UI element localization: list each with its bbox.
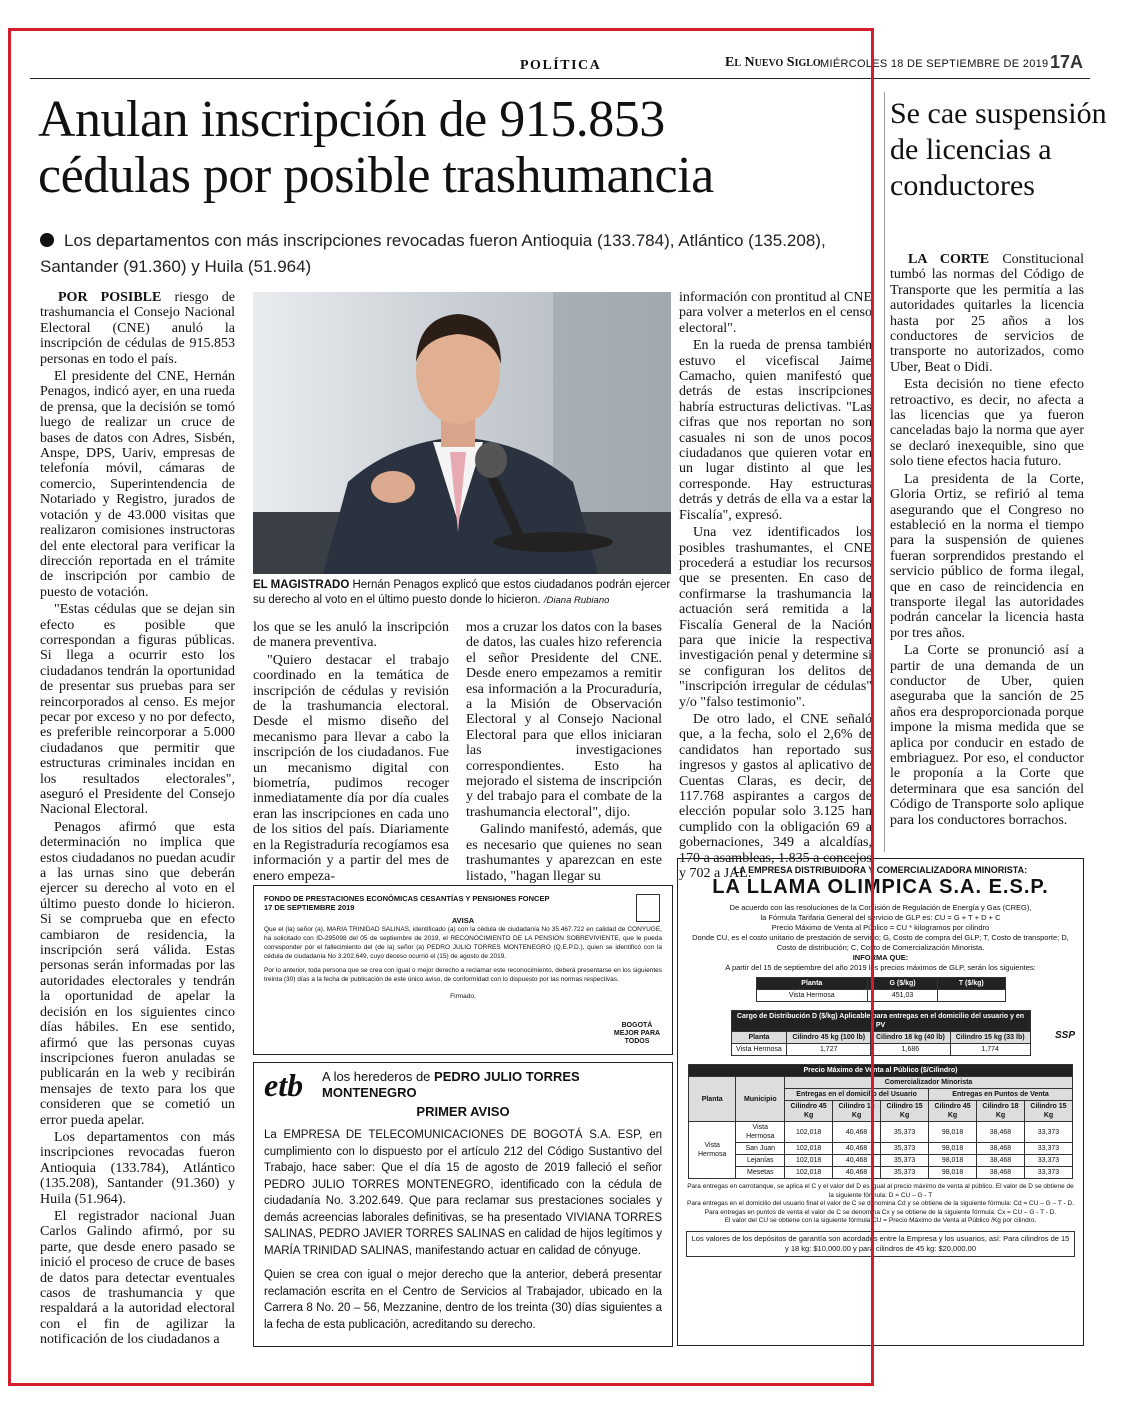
paragraph: Penagos afirmó que esta determinación no implica que estos ciudadanos no puedan acudir a las urnas sino que deberán ejercer su derecho al voto en el último puesto donde lo hicieron. Si se comprueba que en efecto cambiaron de residencia, la inscripción será válida. Estas personas serán informadas por las autoridades electorales y tendrán la oportunidad de apelar la decisión en los siguientes cinco días hábiles. En ese sentido, afirmó que las personas cuyas inscripciones fueron anuladas se publicarán en la web y recibirán mensajes de texto para los que consideren que se cometió un error pueda apelar. — [40, 819, 235, 1128]
paragraph: La Corte se pronunció así a partir de una demanda de un conductor de Uber, quien aseguraba que la sanción de 25 años era desproporcionada porque impone la misma medida que se aplica por conducir en estado de embriaguez. Por eso, el conductor le proponía a la Corte que determinara que esa sanción del Código de Transporte solo aplique para los conductores borrachos. — [890, 643, 1084, 828]
caption-lead: EL MAGISTRADO — [253, 579, 350, 591]
paragraph: En la rueda de prensa también estuvo el vicefiscal Jaime Camacho, quien manifestó que detrás de estas inscripciones habría estructuras delictivas. "Las cifras que nos reportan no son casuales ni son de unos pocos ciudadanos que quieren votar en un lugar distinto al que les corresponde. Hay estructuras detrás y detrás de ella va a estar la Fiscalía", expresó. — [679, 338, 872, 523]
table-header: Comercializador Minorista — [785, 1077, 1073, 1089]
headline-line-1: Anulan inscripción de 915.853 — [38, 91, 665, 148]
article-deck — [40, 228, 850, 280]
masthead: El Nuevo Siglo — [725, 55, 821, 70]
bogota-shield-icon — [636, 894, 660, 922]
llama-note: Para entregas en carrotanque, se aplica el C y el valor del D es igual al precio máximo de venta al público. El valor de D se obtiene de la siguiente fórmula: D = CU – G - T — [687, 1183, 1074, 1199]
table-cell: 38,468 — [977, 1143, 1025, 1155]
table-cell: 35,373 — [881, 1167, 929, 1179]
table-header: Planta — [731, 1032, 787, 1044]
table-cell: 33,373 — [1024, 1167, 1072, 1179]
table-cell: 35,373 — [881, 1155, 929, 1167]
foncep-notice — [253, 885, 673, 1055]
notice-sign: Firmado, — [450, 993, 476, 1000]
table-header: Cilindro 45 Kg — [929, 1101, 977, 1122]
table-cell: 98,018 — [929, 1167, 977, 1179]
table-cell: 33,373 — [1024, 1122, 1072, 1143]
paragraph-text: riesgo de trashumancia el Consejo Nacional Electoral (CNE) anuló la inscripción de cédulas de 915.853 personas en todo el país. — [40, 290, 236, 367]
table-cell: 35,373 — [881, 1122, 929, 1143]
notice-title: AVISA — [451, 916, 475, 925]
table-cell: Vista Hermosa — [756, 990, 868, 1002]
table-cell: 102,018 — [785, 1143, 833, 1155]
article-column-2 — [253, 620, 449, 886]
table-header: Cilindro 18 kg (40 lb) — [871, 1032, 951, 1044]
table-title: Cargo de Distribución D ($/kg) Aplicable para entregas en el domicilio del usuario y en PV — [731, 1011, 1030, 1032]
etb-to: A los herederos de — [322, 1069, 431, 1084]
paragraph: El registrador nacional Juan Carlos Galindo afirmó, por su parte, que desde enero pasado se inició el proceso de cruce de bases de datos para detectar eventuales casos de trashumancia y que respaldará a la autoridad electoral con el fin de agilizar la notificación de los ciudadanos a — [40, 1208, 235, 1348]
bullet-icon — [40, 233, 54, 247]
table-cell: 40,468 — [833, 1155, 881, 1167]
table-cell: Mesetas — [736, 1167, 785, 1179]
table-cell: 98,018 — [929, 1143, 977, 1155]
llama-olimpica-notice — [677, 858, 1084, 1346]
llama-company: LA LLAMA OLIMPICA S.A. E.S.P. — [712, 876, 1049, 898]
llama-line: Donde CU, es el costo unitario de prestación de servicio; G, Costo de compra del GLP; T, Costo de transporte; D, Costo de distribución; C, Costo de Comercialización Minorista. — [692, 933, 1069, 952]
article-column-4 — [679, 290, 872, 883]
table-cell: 38,468 — [977, 1122, 1025, 1143]
table-header: Planta — [689, 1077, 736, 1122]
table-cell: 40,468 — [833, 1143, 881, 1155]
bogota-logo: BOGOTÁ MEJOR PARA TODOS — [613, 1022, 661, 1045]
table-header: Cilindro 45 Kg — [785, 1101, 833, 1122]
article-column-3 — [466, 620, 662, 886]
lead-in: LA CORTE — [908, 252, 990, 267]
table-cell: 33,373 — [1024, 1143, 1072, 1155]
paragraph — [40, 290, 235, 367]
llama-line: la Fórmula Tarifaria General del servicio de GLP es: CU = G + T + D + C — [760, 913, 1001, 922]
sidebar-headline: Se cae suspensión de licencias a conductores — [890, 97, 1107, 202]
table-header: Cilindro 15 Kg — [881, 1101, 929, 1122]
paragraph-text: Constitucional tumbó las normas del Código de Transporte que les permitía a las autoridades quitarles la licencia hasta por 25 años a los conductores de servicios de transporte no autorizados, como Uber, Beat o Didi. — [890, 252, 1084, 375]
table-cell: 102,018 — [785, 1167, 833, 1179]
table-header: G ($/kg) — [868, 978, 938, 990]
lead-in: POR POSIBLE — [58, 290, 162, 305]
table-cell: 102,018 — [785, 1155, 833, 1167]
deposit-note: Los valores de los depósitos de garantía son acordados entre la Empresa y los usuarios, así: Para cilindros de 15 y 18 kg: $10,000.00 y para cilindros de 45 kg: $20,000.00 — [686, 1231, 1075, 1257]
etb-notice — [253, 1062, 673, 1347]
llama-kicker: LA EMPRESA DISTRIBUIDORA Y COMERCIALIZADORA MINORISTA: — [733, 865, 1028, 875]
etb-body: La EMPRESA DE TELECOMUNICACIONES DE BOGOTÁ S.A. ESP, en cumplimiento con lo dispuesto por el artículo 212 del Código Sustantivo del Trabajo, hace saber: Que el día 15 de agosto de 2019 falleció el señor PEDRO JULIO TORRES MONTENEGRO, identificado con la cédula de ciudadanía No. 3.202.649. Que para reclamar sus prestaciones sociales y demás acreencias laborales definitivas, se ha presentado VIVIANA TORRES SALINAS, PEDRO JAVIER TORRES SALINAS en calidad de hijos legítimos y MARÍA TRINIDAD SALINAS, manifestando actuar en calidad de cónyuge. — [264, 1129, 662, 1257]
table-cell: 102,018 — [785, 1122, 833, 1143]
table-cell: 38,468 — [977, 1167, 1025, 1179]
paragraph: De otro lado, el CNE señaló que, a la fecha, solo el 2,6% de candidatos han reportado sus ingresos y gastos al aplicativo de Cuentas Claras, es decir, de 117.768 aspirantes a cargos de elección popular solo 3.125 han cumplido con la obligación 69 a gobernaciones, 349 a alcaldías, 170 a asambleas, 1.835 a concejos y 702 a JAL. — [679, 711, 872, 882]
table-cell: Vista Hermosa — [689, 1122, 736, 1179]
paragraph: mos a cruzar los datos con la bases de datos, las cuales hizo referencia el señor Presidente del CNE. Desde enero empezamos a remitir esa información a la Procuraduría, a la Misión de Observación Electoral y al Consejo Nacional Electoral para que ellos iniciaran las investigaciones correspondientes. Esto ha mejorado el sistema de inscripción y del trabajo para el combate de la trashumancia electoral", dijo. — [466, 620, 662, 820]
notice-org: FONDO DE PRESTACIONES ECONÓMICAS CESANTÍAS Y PENSIONES FONCEP — [264, 894, 550, 903]
paragraph: Una vez identificados los posibles trashumantes, el CNE procederá a estudiar los recursos que se presenten. En caso de confirmarse la trashumancia la actuación será remitida a la Fiscalía General de la Nación para que inicie la respectiva investigación penal y determine si se configuran los delitos de "inscripción irregular de cédulas" y/o "falso testimonio". — [679, 525, 872, 710]
paragraph: Galindo manifestó, además, que es necesario que quienes no sean trashumantes y aparezcan en este listado, "hagan llegar su — [466, 822, 662, 884]
header-rule — [30, 78, 1090, 79]
photo-illustration — [253, 292, 671, 574]
llama-line: De acuerdo con las resoluciones de la Comisión de Regulación de Energía y Gas (CREG), — [729, 903, 1032, 912]
llama-note: Para entregas en puntos de venta el valor de C se denomina Cx y se obtiene de la siguiente fórmula: Cx = CU – G - T - D. — [704, 1208, 1057, 1216]
llama-notes — [686, 1183, 1075, 1226]
paragraph: Los departamentos con más inscripciones revocadas fueron Antioquia (133.784), Atlántico (135.208), Santander (91.360) y Huila (51.964). — [40, 1129, 235, 1207]
paragraph: El presidente del CNE, Hernán Penagos, indicó ayer, en una rueda de prensa, que la decisión se tomó luego de realizar un cruce de bases de datos con Adres, Sisbén, Anspe, DPS, Uariv, empresas de telefonía móvil, cámaras de comercio, Superintendencia de Notariado y Registro, jurados de votación y de 43.000 visitas que realizaron comisiones instructoras del ente electoral para verificar la dirección reportada en el trámite de inscripción por cambio de puesto de votación. — [40, 369, 235, 600]
table-cell: 1,727 — [787, 1044, 871, 1056]
g-t-table — [756, 977, 1006, 1002]
date-line: MIÉRCOLES 18 DE SEPTIEMBRE DE 2019 — [820, 58, 1049, 70]
table-title: Precio Máximo de Venta al Público ($/Cilindro) — [689, 1065, 1073, 1077]
paragraph: Esta decisión no tiene efecto retroactivo, es decir, no afecta a las licencias que ya fueron canceladas bajo la norma que ayer se declaró inexequible, sino que solo tiene efectos hacia futuro. — [890, 377, 1084, 470]
table-header: Planta — [756, 978, 868, 990]
table-cell — [938, 990, 1005, 1002]
table-header: Entregas en Puntos de Venta — [929, 1089, 1073, 1101]
notice-body-2: Por lo anterior, toda persona que se crea con igual o mejor derecho a reclamar este reconocimiento, deberá presentarse en los siguientes treinta (30) días a la fecha de publicación de este único aviso, de conformidad con lo dispuesto por las normas respectivas. — [264, 967, 662, 983]
section-label: POLÍTICA — [520, 58, 602, 73]
sidebar-divider — [884, 92, 885, 852]
etb-logo: etb — [264, 1067, 304, 1103]
table-cell: 38,468 — [977, 1155, 1025, 1167]
article-column-1 — [40, 290, 235, 1350]
table-cell: 35,373 — [881, 1143, 929, 1155]
etb-heirs-line — [322, 1069, 662, 1101]
paragraph — [890, 252, 1084, 375]
article-headline — [38, 92, 838, 204]
article-photo — [253, 292, 671, 574]
page-number: 17A — [1050, 52, 1084, 72]
paragraph: La presidenta de la Corte, Gloria Ortiz, se refirió al tema asegurando que el Congreso no estableció en la norma el tiempo para la suspensión de quienes fueran sorprendidos prestando el servicio público de forma ilegal, que en caso de reincidencia en transporte ilegal las autoridades podrán cancelar la licencia hasta por tres años. — [890, 471, 1084, 641]
table-cell: Vista Hermosa — [731, 1044, 787, 1056]
llama-informa: INFORMA QUE: — [852, 953, 909, 962]
table-cell: 40,468 — [833, 1122, 881, 1143]
photo-credit: /Diana Rubiano — [543, 595, 610, 606]
etb-title: PRIMER AVISO — [416, 1104, 510, 1119]
table-header: Cilindro 45 kg (100 lb) — [787, 1032, 871, 1044]
table-cell: 98,018 — [929, 1155, 977, 1167]
notice-body: Que el (la) señor (a), MARIA TRINIDAD SALINAS, identificado (a) con la cédula de ciudadanía No 35.467.722 en calidad de CONYUGE, ha solicitado con ID-295098 del 05 de septiembre de 2019, el RECONOCIMIENTO DE LA PENSION SOBREVIVIENTE, que le pueda corresponder por el fallecimiento del (de la) señor (a) PEDRO JULIO TORRES MONTENEGRO (Q.E.P.D.), quien se identificó con la cédula de ciudadanía No 3.202.649, cuyo deceso ocurrió el (15) de agosto de 2019. — [264, 926, 662, 960]
table-cell: 33,373 — [1024, 1155, 1072, 1167]
sidebar-body — [890, 252, 1084, 830]
table-header: Cilindro 15 Kg — [1024, 1101, 1072, 1122]
distribution-charge-table — [731, 1010, 1031, 1056]
table-header: Entregas en el domicilio del Usuario — [785, 1089, 929, 1101]
table-cell: 451,03 — [868, 990, 938, 1002]
table-header: T ($/kg) — [938, 978, 1005, 990]
paragraph: información con prontitud al CNE para volver a meterlos en el censo electoral". — [679, 290, 872, 336]
table-cell: 40,468 — [833, 1167, 881, 1179]
max-price-table — [688, 1064, 1073, 1179]
table-cell: 1,686 — [871, 1044, 951, 1056]
paragraph: los que se les anuló la inscripción de manera preventiva. — [253, 620, 449, 651]
notice-date: 17 DE SEPTIEMBRE 2019 — [264, 903, 355, 912]
table-header: Cilindro 18 Kg — [977, 1101, 1025, 1122]
photo-caption — [253, 578, 671, 608]
table-cell: San Juan — [736, 1143, 785, 1155]
deck-text: Los departamentos con más inscripciones revocadas fueron Antioquia (133.784), Atlántico (135.208), Santander (91.360) y Huila (51.964) — [40, 231, 826, 276]
table-header: Cilindro 18 Kg — [833, 1101, 881, 1122]
table-header: Cilindro 15 kg (33 lb) — [950, 1032, 1030, 1044]
paragraph: "Quiero destacar el trabajo coordinado en la temática de inscripción de cédulas y revisión de la trashumancia electoral. Desde el mismo diseño del mecanismo para llevar a cabo la inscripción de los ciudadanos. Fue un mecanismo digital con biometría, pudimos recoger inmediatamente día por día cuales eran las inscripciones en cada uno de los sitios del país. Diariamente en la Registraduría recogíamos esa información y a partir del mes de enero empeza- — [253, 652, 449, 884]
etb-body-2: Quien se crea con igual o mejor derecho que la anterior, deberá presentar reclamación escrita en el Centro de Servicios al Trabajador, ubicado en la Carrera 8 No. 20 – 56, Mezzanine, dentro de los treinta (30) días siguientes a la fecha de esta publicación, acreditando su derecho. — [264, 1269, 662, 1331]
llama-line: A partir del 15 de septiembre del año 2019 los precios máximos de GLP, serán los siguientes: — [725, 963, 1036, 972]
headline-line-2: cédulas por posible trashumancia — [38, 147, 714, 204]
etb-name: PEDRO JULIO TORRES MONTENEGRO — [322, 1069, 580, 1100]
llama-note: Para entregas en el domicilio del usuario final el valor de C se denomina Cd y se obtiene de la siguiente fórmula: Cd = CU – G – T - D. — [687, 1200, 1074, 1207]
table-cell: Vista Hermosa — [736, 1122, 785, 1143]
paragraph: "Estas cédulas que se dejan sin efecto es posible que correspondan a figuras públicas. Si llega a ocurrir esto los ciudadanos tendrán la oportunidad de presentar sus pruebas para ser reincorporados al censo. Es mejor pecar por exceso y no por defecto, es preferible reincorporar a 5.000 ciudadanos que permitir que estructuras criminales incidan en los resultados electorales", aseguró el Presidente del Consejo Nacional Electoral. — [40, 602, 235, 818]
table-cell: 98,018 — [929, 1122, 977, 1143]
table-header: Municipio — [736, 1077, 785, 1122]
llama-line: Precio Máximo de Venta al Público = CU * kilogramos por cilindro — [771, 923, 990, 932]
table-cell: 1,774 — [950, 1044, 1030, 1056]
llama-note: El valor del CU se obtiene con la siguiente fórmula CU = Precio Máximo de Venta al Público /Kg por cilindro. — [724, 1217, 1037, 1224]
caption-text: Hernán Penagos explicó que estos ciudadanos podrán ejercer su derecho al voto en el último puesto donde lo hicieron. — [253, 579, 671, 606]
table-cell: Lejanías — [736, 1155, 785, 1167]
ssp-logo: SSP — [1054, 1030, 1075, 1041]
